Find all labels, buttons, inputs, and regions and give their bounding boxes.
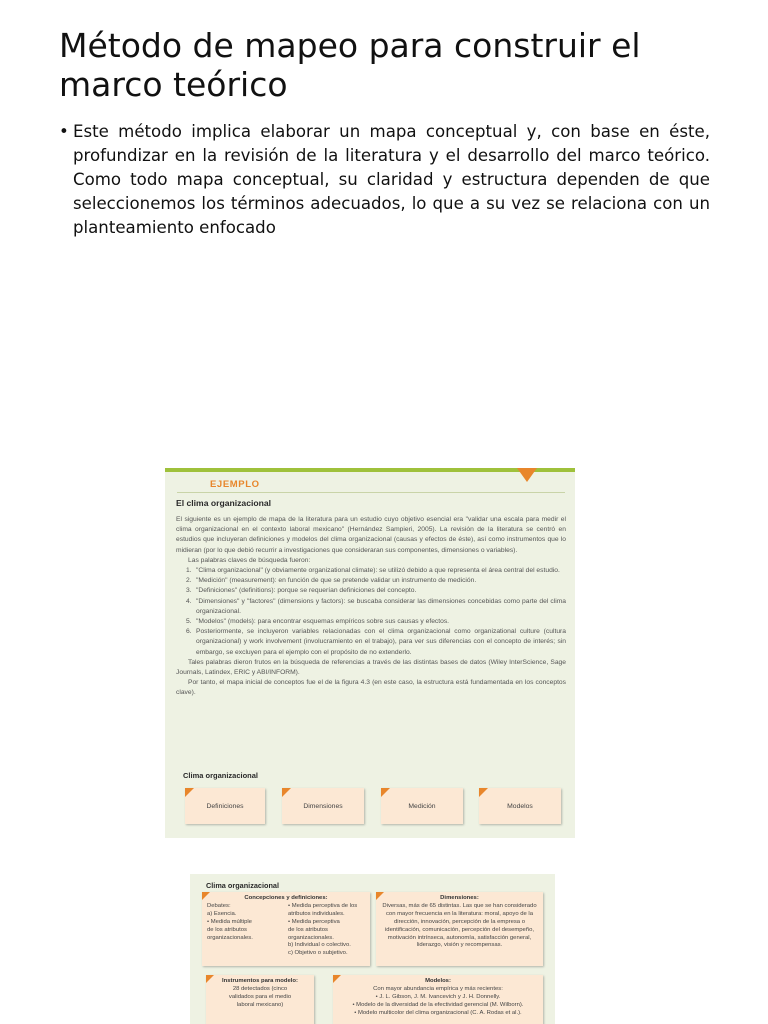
keyword-item: 1. "Clima organizacional" (y obviamente organizational climate): se utilizó debido a que representa el área central del estudio.	[186, 567, 560, 575]
keyword-item: 3. "Definiciones" (definitions): porque se requerían definiciones del concepto.	[186, 587, 417, 595]
concept-box-medicion: Medición	[381, 788, 463, 824]
corner-triangle-icon	[282, 788, 291, 797]
example-intro: El siguiente es un ejemplo de mapa de la literatura para un estudio cuyo objetivo esencial era "validar una escala para medir el clima organizacional en el contexto laboral mexicano" (Hernández Sampieri, 2005). La revisión de la literatura se centró en estudios que incluyeran definiciones y modelos del clima organizacional (causas y efectos de éste), así como instrumentos que lo midieran (por lo que debió recurrir a investigaciones que consideraran sus componentes, dimensiones o variables).	[176, 516, 566, 554]
example-divider	[177, 492, 565, 493]
bullet-item	[59, 120, 710, 240]
instruments-box: Instrumentos para modelo: 28 detectados (cinco validados para el medio laboral mexicano)	[206, 975, 314, 1024]
example-closing-1: Tales palabras dieron frutos en la búsqueda de referencias a través de las distintas bases de datos (Wiley InterScience, Sage Journals, Latindex, ERIC y ABI/INFORM).	[176, 658, 566, 677]
dimensions-box	[376, 892, 543, 966]
detailed-map-label: Clima organizacional	[206, 881, 279, 890]
slide-title: Método de mapeo para construir el marco teórico	[59, 26, 641, 104]
conceptions-left: Debates: a) Esencia. • Medida múltiple de los atributos organizacionales.	[207, 902, 253, 941]
example-panel	[165, 468, 575, 838]
corner-flag-icon	[517, 468, 537, 482]
models-title: Modelos:	[425, 978, 451, 984]
corner-triangle-icon	[333, 975, 341, 983]
example-body	[176, 515, 566, 699]
corner-triangle-icon	[206, 975, 214, 983]
example-closing-2: Por tanto, el mapa inicial de conceptos fue el de la figura 4.3 (en este caso, la estructura está fundamentada en los conceptos clave).	[176, 679, 566, 697]
example-title: El clima organizacional	[176, 498, 272, 508]
models-box: Modelos: Con mayor abundancia empírica y más recientes: • J. L. Gibson, J. M. Ivancevich y J. H. Donnelly. • Modelo de la diversidad de la efectividad gerencial (M. Wilborn). • Modelo multicolor del clima organizacional (C. A. Rodas et al.).	[333, 975, 543, 1024]
keyword-item: 5. "Modelos" (models): para encontrar esquemas empíricos sobre sus causas y efectos.	[186, 618, 450, 626]
conceptions-title: Concepciones y definiciones:	[244, 895, 328, 901]
keyword-item: 6. Posteriormente, se incluyeron variables relacionadas con el clima organizacional como organizational culture (cultura organizacional) y work involvement (involucramiento en el trabajo), para ver sus diferencias con el concepto de interés; sin embargo, se excluyen para el ejemplo con el propósito de no extenderlo.	[186, 628, 566, 656]
dimensions-text: Diversas, más de 65 distintas. Las que se han considerado con mayor frecuencia en la literatura: moral, apoyo de la dirección, innovación, percepción de la empresa o identificación, comunicación, percepción del desempeño, motivación intrínseca, autonomía, satisfacción general, liderazgo, visión y recompensas.	[382, 902, 537, 949]
corner-triangle-icon	[202, 892, 210, 900]
corner-triangle-icon	[479, 788, 488, 797]
corner-triangle-icon	[376, 892, 384, 900]
conceptions-right: • Medida perceptiva de los atributos individuales. • Medida perceptiva de los atributos organizacionales. b) Individual o colectivo. c) Objetivo o subjetivo.	[288, 902, 358, 957]
bullet-text: Este método implica elaborar un mapa conceptual y, con base en éste, profundizar en la revisión de la literatura y el desarrollo del marco teórico. Como todo mapa conceptual, su claridad y estructura dependen de que seleccionemos los términos adecuados, lo que a su vez se relaciona con un planteamiento enfocado	[73, 122, 710, 237]
dimensions-title: Dimensiones:	[440, 895, 479, 901]
detailed-concept-map	[190, 874, 555, 1024]
concept-box-definiciones: Definiciones	[185, 788, 265, 824]
keyword-item: 4. "Dimensiones" y "factores" (dimensions y factors): se buscaba considerar las dimensiones concebidas como parte del clima organizacional.	[186, 597, 566, 615]
concept-map-label: Clima organizacional	[183, 771, 259, 780]
example-label: EJEMPLO	[210, 479, 260, 490]
panel-top-bar	[165, 468, 575, 472]
conceptions-box	[202, 892, 370, 966]
bullet-dot-icon: •	[59, 122, 69, 141]
keyword-item: 2. "Medición" (measurement): en función de que se pretende validar un instrumento de medición.	[186, 577, 477, 585]
keyword-list	[176, 566, 566, 658]
corner-triangle-icon	[185, 788, 194, 797]
instruments-title: Instrumentos para modelo:	[222, 978, 298, 984]
concept-box-dimensiones: Dimensiones	[282, 788, 364, 824]
concept-box-modelos: Modelos	[479, 788, 561, 824]
keywords-intro: Las palabras claves de búsqueda fueron:	[188, 556, 311, 564]
corner-triangle-icon	[381, 788, 390, 797]
